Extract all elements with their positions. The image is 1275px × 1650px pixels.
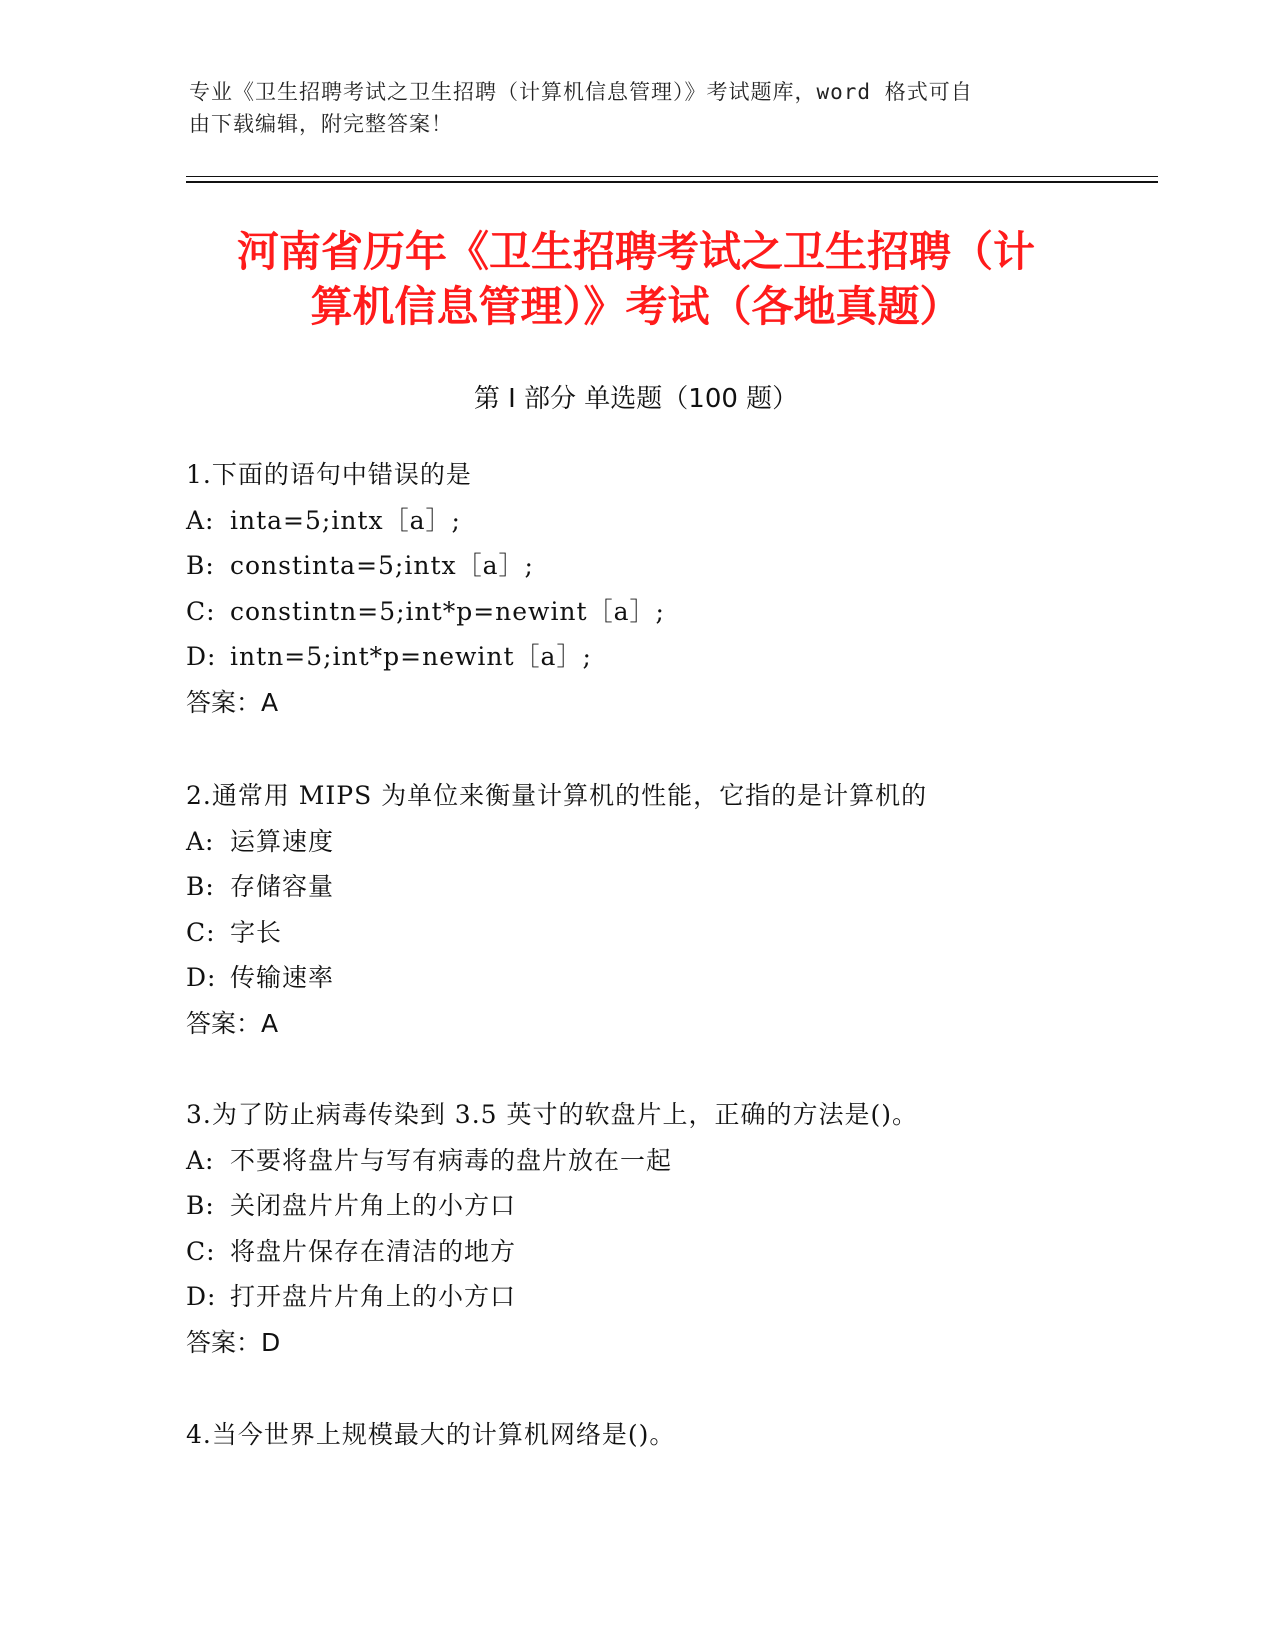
- option-key: D:: [186, 1282, 217, 1311]
- question-3: [186, 1092, 1146, 1365]
- header-divider-thick: [186, 181, 1158, 183]
- document-title-line-1: 河南省历年《卫生招聘考试之卫生招聘（计: [236, 227, 1035, 276]
- option-a: [186, 1138, 1146, 1184]
- option-d: [186, 634, 1146, 680]
- header-note-line-2: 由下载编辑，附完整答案！: [189, 112, 453, 136]
- option-text: 字长: [230, 917, 283, 947]
- answer-label: 答案：D: [186, 1327, 281, 1357]
- option-key: D:: [186, 963, 217, 992]
- question-1: [186, 452, 1146, 725]
- option-c: [186, 910, 1146, 956]
- question-stem: 1.下面的语句中错误的是: [186, 460, 472, 489]
- question-2: [186, 773, 1146, 1046]
- header-note: [189, 76, 1069, 140]
- option-key: C:: [186, 917, 216, 947]
- section-title: 第 I 部分 单选题（100 题）: [473, 384, 799, 414]
- option-text: 传输速率: [230, 963, 335, 992]
- question-4: [186, 1412, 1146, 1458]
- question-stem: 4.当今世界上规模最大的计算机网络是()。: [186, 1420, 676, 1449]
- option-d: [186, 955, 1146, 1001]
- option-text: 存储容量: [230, 872, 335, 901]
- option-text: inta=5;intx［a］;: [230, 505, 461, 535]
- option-text: 运算速度: [230, 826, 335, 856]
- document-title: [186, 224, 1086, 334]
- answer-label: 答案：A: [186, 1008, 279, 1038]
- option-b: [186, 543, 1146, 589]
- option-d: [186, 1274, 1146, 1320]
- option-c: [186, 1229, 1146, 1275]
- document-title-line-2: 算机信息管理）》考试（各地真题）: [310, 282, 962, 331]
- option-key: C:: [186, 596, 216, 626]
- option-c: [186, 589, 1146, 635]
- option-text: constinta=5;intx［a］;: [230, 551, 534, 580]
- option-text: 关闭盘片片角上的小方口: [230, 1191, 517, 1220]
- option-text: constintn=5;int*p=newint［a］;: [230, 596, 665, 626]
- option-text: 打开盘片片角上的小方口: [230, 1282, 517, 1311]
- option-key: D:: [186, 642, 217, 671]
- option-key: B:: [186, 1191, 215, 1220]
- question-stem: 2.通常用 MIPS 为单位来衡量计算机的性能，它指的是计算机的: [186, 781, 928, 810]
- option-key: B:: [186, 872, 215, 901]
- question-stem: 3.为了防止病毒传染到 3.5 英寸的软盘片上，正确的方法是()。: [186, 1100, 919, 1129]
- option-b: [186, 864, 1146, 910]
- option-a: [186, 498, 1146, 544]
- answer-label: 答案：A: [186, 687, 279, 717]
- header-divider-thin: [186, 176, 1158, 177]
- header-note-line-1: 专业《卫生招聘考试之卫生招聘（计算机信息管理）》考试题库，word 格式可自: [189, 80, 973, 104]
- option-text: intn=5;int*p=newint［a］;: [230, 642, 592, 671]
- option-text: 将盘片保存在清洁的地方: [230, 1236, 517, 1266]
- option-key: A:: [186, 505, 215, 535]
- option-text: 不要将盘片与写有病毒的盘片放在一起: [230, 1145, 673, 1175]
- option-key: A:: [186, 1145, 215, 1175]
- option-a: [186, 819, 1146, 865]
- option-key: A:: [186, 826, 215, 856]
- option-key: B:: [186, 551, 215, 580]
- option-key: C:: [186, 1236, 216, 1266]
- option-b: [186, 1183, 1146, 1229]
